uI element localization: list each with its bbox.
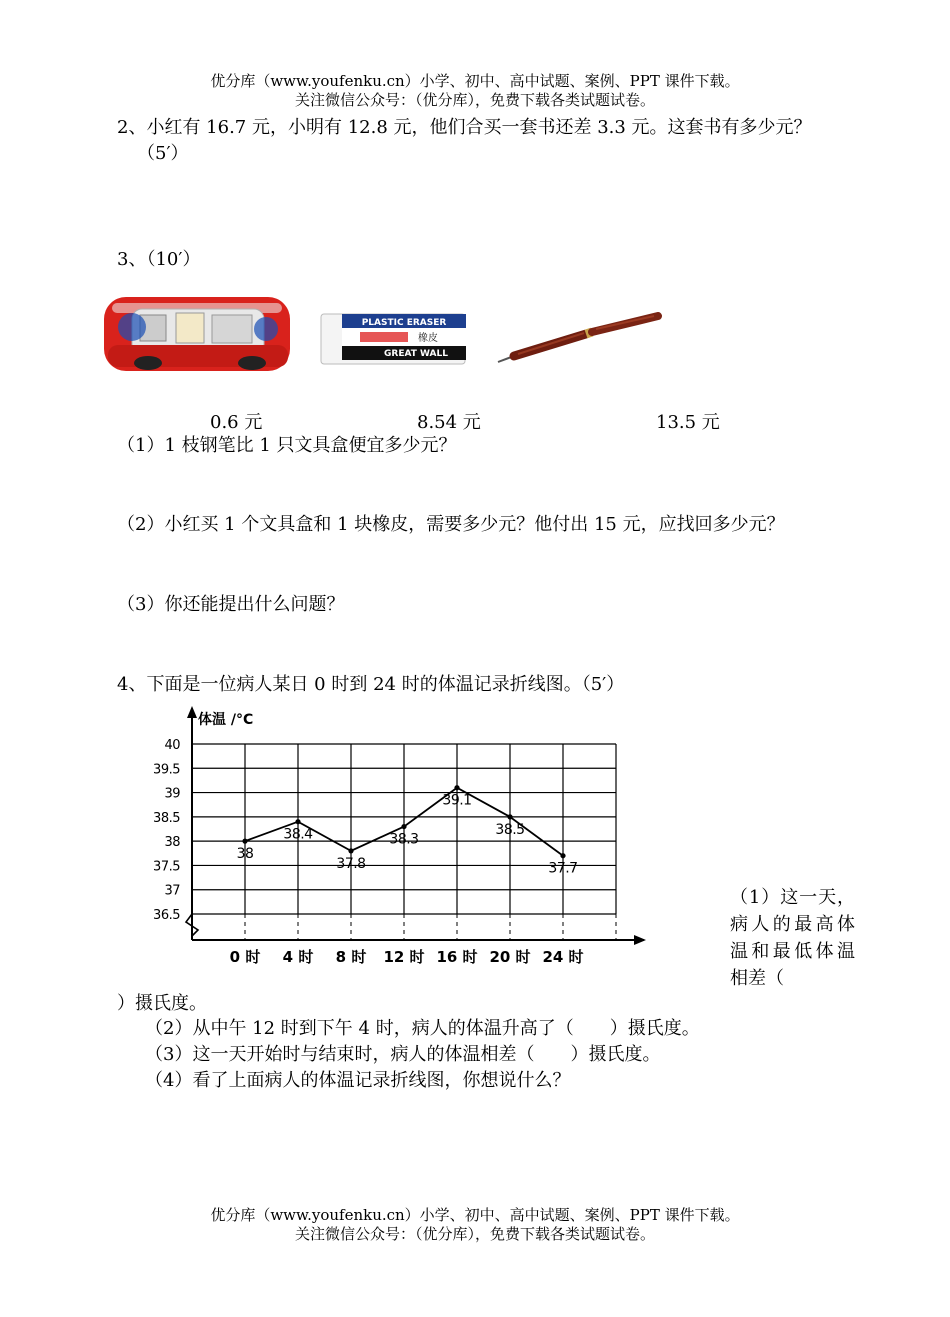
y-tick-label: 38 xyxy=(164,835,180,851)
data-point xyxy=(348,848,353,853)
eraser-image xyxy=(320,310,466,366)
data-point xyxy=(454,785,459,790)
q4-sub3: （3）这一天开始时与结束时，病人的体温相差（ ）摄氏度。 xyxy=(145,1044,661,1065)
data-label: 38 xyxy=(236,846,254,863)
pencil-case-price: 0.6 元 xyxy=(210,412,263,433)
q4-sub1-end: ）摄氏度。 xyxy=(117,993,207,1014)
x-tick-labels xyxy=(230,948,584,966)
data-point xyxy=(401,824,406,829)
temperature-chart xyxy=(150,704,670,974)
q3-sub3: （3）你还能提出什么问题？ xyxy=(117,594,345,615)
x-tick-label: 12 时 xyxy=(383,948,425,966)
x-tick-label: 8 时 xyxy=(335,948,367,966)
pen-image xyxy=(494,312,666,366)
y-tick-label: 37.5 xyxy=(153,859,180,875)
data-label: 37.8 xyxy=(336,855,366,872)
y-tick-label: 39 xyxy=(164,786,180,802)
data-label: 38.3 xyxy=(389,831,419,848)
y-axis-arrow xyxy=(187,706,197,718)
y-tick-label: 36.5 xyxy=(153,908,180,923)
pen-price: 13.5 元 xyxy=(656,412,720,433)
q2-score: （5′） xyxy=(137,143,189,164)
temperature-line-chart xyxy=(150,704,670,974)
data-point xyxy=(560,853,565,858)
q4-sub1-side-text: （1）这一天，病人的最高体温和最低体温相差（ xyxy=(730,887,855,989)
y-tick-label: 40 xyxy=(164,738,180,753)
data-label: 38.4 xyxy=(283,826,313,843)
q4-title: 4、下面是一位病人某日 0 时到 24 时的体温记录折线图。（5′） xyxy=(117,674,625,695)
footer-line-2: 关注微信公众号：（优分库），免费下载各类试题试卷。 xyxy=(294,1225,655,1243)
data-point xyxy=(242,839,247,844)
x-tick-label: 16 时 xyxy=(436,948,478,966)
header-line-1: 优分库（www.youfenku.cn）小学、初中、高中试题、案例、PPT 课件下载。 xyxy=(210,72,740,90)
x-tick-label: 0 时 xyxy=(229,948,261,966)
x-tick-label: 24 时 xyxy=(542,948,584,966)
q4-sub2: （2）从中午 12 时到下午 4 时，病人的体温升高了（ ）摄氏度。 xyxy=(145,1018,700,1039)
x-axis-arrow xyxy=(634,935,646,945)
header-line-2: 关注微信公众号：（优分库），免费下载各类试题试卷。 xyxy=(294,91,655,109)
data-label: 38.5 xyxy=(495,821,525,838)
data-point xyxy=(507,814,512,819)
y-tick-label: 38.5 xyxy=(153,810,180,826)
q4-sub4: （4）看了上面病人的体温记录折线图，你想说什么？ xyxy=(145,1070,571,1091)
y-tick-labels xyxy=(153,738,180,923)
x-tick-label: 20 时 xyxy=(489,948,531,966)
footer-line-1: 优分库（www.youfenku.cn）小学、初中、高中试题、案例、PPT 课件下载。 xyxy=(210,1206,740,1224)
data-labels xyxy=(237,793,578,877)
data-label: 37.7 xyxy=(548,860,578,877)
eraser-label-mid: 橡皮 xyxy=(418,333,438,344)
data-label: 39.1 xyxy=(442,792,472,809)
y-tick-label: 37 xyxy=(164,883,180,899)
q3-sub1: （1）1 枝钢笔比 1 只文具盒便宜多少元？ xyxy=(117,435,457,456)
q3-title: 3、（10′） xyxy=(117,249,201,270)
data-point xyxy=(295,819,300,824)
eraser-label-top: PLASTIC ERASER xyxy=(361,318,447,328)
eraser-label-bottom: GREAT WALL xyxy=(384,349,448,359)
chart-axes xyxy=(186,706,646,945)
x-tick-label: 4 时 xyxy=(282,948,314,966)
y-axis-label: 体温 /°C xyxy=(198,712,254,728)
q3-sub2: （2）小红买 1 个文具盒和 1 块橡皮，需要多少元？他付出 15 元，应找回多少元？ xyxy=(117,514,785,535)
pencil-case-image xyxy=(102,293,294,375)
y-tick-label: 39.5 xyxy=(153,762,180,778)
eraser-price: 8.54 元 xyxy=(417,412,481,433)
q2-text: 2、小红有 16.7 元，小明有 12.8 元，他们合买一套书还差 3.3 元。这套书有多少元？ xyxy=(117,117,812,138)
